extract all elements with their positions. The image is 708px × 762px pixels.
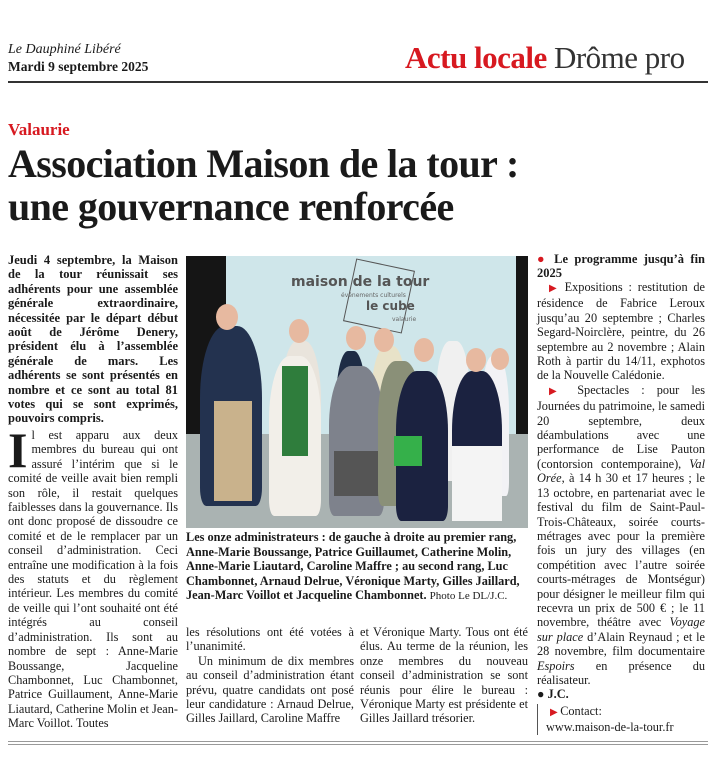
drop-cap: I bbox=[8, 422, 28, 478]
photo-caption bbox=[186, 530, 528, 604]
header-rule bbox=[8, 81, 708, 83]
body-text: les résolutions ont été votées à l’unanimité. bbox=[186, 625, 354, 654]
article-photo bbox=[186, 256, 528, 528]
screen-logo: maison de la tour bbox=[291, 274, 430, 290]
triangle-right-icon: ▶ bbox=[550, 706, 561, 718]
bottom-rule bbox=[8, 744, 708, 745]
newspaper-name: Le Dauphiné Libéré bbox=[8, 42, 121, 57]
spectacles-item: ▶ Spectacles : pour les Journées du patrimoine, le samedi 20 septembre, deux déambulations avec une performance de Lise Pauton (contorsion contemporaine), Val Orée, à 14 h 30 et 17 heures ; le 13 octobre, en partenariat avec le festival du film de Saint-Paul-Trois-Châteaux, soirée courts-métrages avec pour la première fois un jury des villages (en compétition avec l’autre soirée courts-métrages de Montségur) pour désigner le meilleur film qui recevra un prix de 500 € ; le 11 novembre, théâtre avec Voyage sur place d’Alain Reynaud ; et le 28 novembre, film documentaire Espoirs en présence du réalisateur. bbox=[537, 382, 705, 687]
article-body-col1 bbox=[8, 422, 178, 731]
bullet-icon: ● bbox=[537, 252, 555, 266]
article-lead: Jeudi 4 septembre, la Maison de la tour réunissait ses adhérents pour une assemblée générale extraordinaire, nécessitée par le départ début août de Jérôme Denery, président élu à l’assemblée générale de mars. Les adhérents se sont présentés en nombre et ce sont au total 81 votes qui se sont exprimés, pouvoirs compris. bbox=[8, 253, 178, 426]
issue-date: Mardi 9 septembre 2025 bbox=[8, 59, 149, 74]
bottom-rule bbox=[8, 741, 708, 742]
bullet-icon: ● bbox=[537, 687, 548, 702]
screen-logo-cube: le cube bbox=[366, 299, 415, 313]
article-body-col3: et Véronique Marty. Tous ont été élus. Au terme de la réunion, les onze membres du nouveau conseil d’administration se sont réunis pour élire le bureau : Véronique Marty est présidente et Gilles Jaillard trésorier. bbox=[360, 625, 528, 726]
article-kicker: Valaurie bbox=[8, 120, 70, 139]
contact-box: ▶ Contact: www.maison-de-la-tour.fr bbox=[537, 704, 705, 735]
title-line: une gouvernance renforcée bbox=[8, 184, 454, 229]
section-header bbox=[405, 40, 685, 76]
program-sidebar bbox=[537, 252, 705, 735]
sidebar-heading: ● Le programme jusqu’à fin 2025 bbox=[537, 252, 705, 280]
article-title bbox=[8, 142, 628, 228]
caption-text: Les onze administrateurs : de gauche à droite au premier rang, Anne-Marie Boussange, Patrice Guillaumet, Catherine Molin, Anne-Marie Liautard, Caroline Maffre ; au second rang, Luc Chambonnet, Arnaud Delrue, Véronique Marty, Gilles Jaillard, Jean-Marc Voillot et Jacqueline Chambonnet. bbox=[186, 530, 520, 603]
article-body-col2 bbox=[186, 625, 354, 726]
triangle-right-icon: ▶ bbox=[549, 385, 578, 397]
screen-logo-place: valaurie bbox=[392, 316, 417, 323]
triangle-right-icon: ▶ bbox=[549, 283, 565, 294]
contact-url[interactable]: www.maison-de-la-tour.fr bbox=[546, 720, 674, 735]
expositions-item: ▶ Expositions : restitution de résidence de Fabrice Leroux jusqu’au 20 septembre ; Charles Segard-Noirclère, peintre, du 26 septembre au 2 novembre ; Alain Roth à partir du 14/11, exphotos de la Nouvelle Calédonie. bbox=[537, 280, 705, 383]
body-text: Un minimum de dix membres au conseil d’administration étant prévu, quatre candidats ont posé leur candidature : Arnaud Delrue, Gilles Jaillard, Caroline Maffre bbox=[186, 653, 354, 726]
section-name: Actu locale bbox=[405, 40, 547, 75]
photo-credit: Photo Le DL/J.C. bbox=[429, 590, 508, 603]
title-line: Association Maison de la tour : bbox=[8, 141, 519, 186]
signature: ● J.C. bbox=[537, 687, 569, 702]
screen-logo-sub: événements culturels bbox=[341, 292, 406, 299]
subsection-name: Drôme pro bbox=[553, 40, 685, 75]
body-text: l est apparu aux deux membres du bureau qui ont assuré l’intérim que si le comité de veille avait bien rempli son rôle, il restait quelques faiblesses dans la gouvernance. Ils ont donc proposé de dissoudre ce comité et de le remplacer par un conseil d’administration. Ceci entraîne une modification à la fois des statuts et du règlement intérieur. Les membres du comité de veille qui l’ont souhaité ont été intégrés au conseil d’administration. Ils sont au nombre de sept : Anne-Marie Boussange, Jacqueline Chambonnet, Luc Chambonnet, Patrice Guillaument, Anne-Marie Liautard, Catherine Molin et Jean-Marc Voillot. Toutes bbox=[8, 428, 178, 731]
